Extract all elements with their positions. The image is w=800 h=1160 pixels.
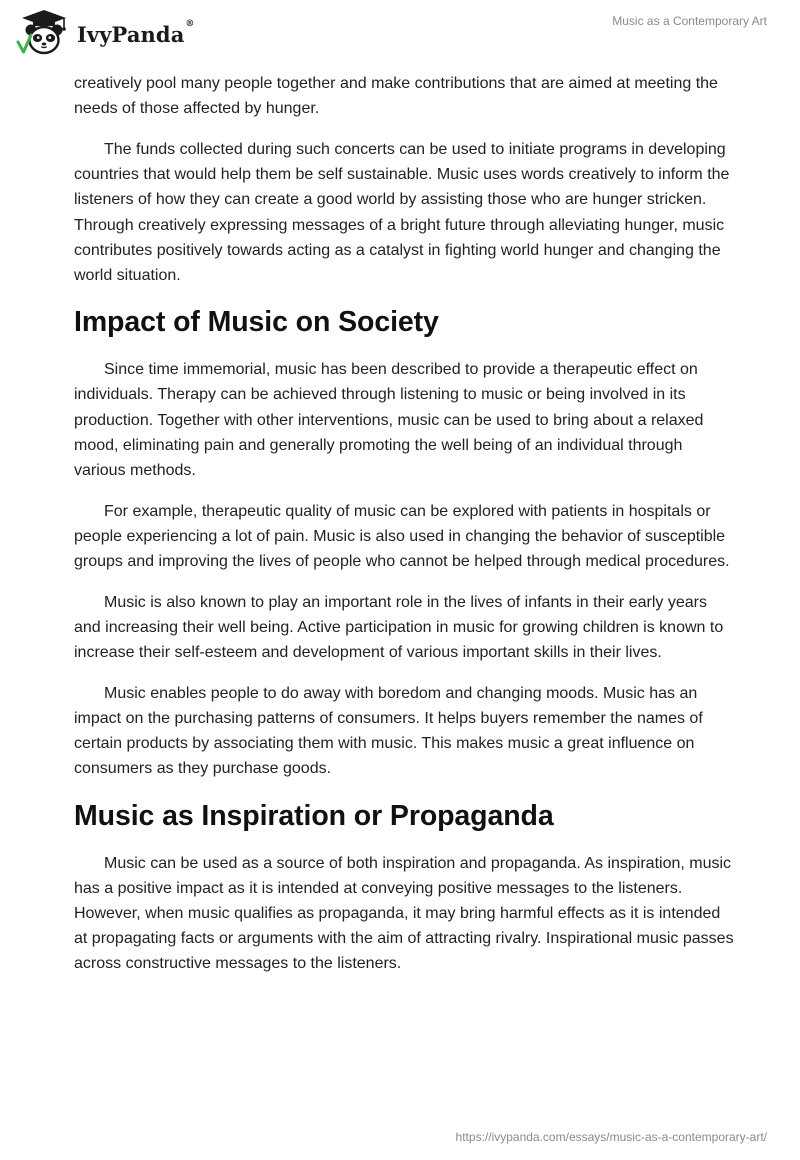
ivypanda-logo[interactable]: [15, 8, 195, 58]
heading-inspiration-propaganda: Music as Inspiration or Propaganda: [74, 799, 554, 832]
paragraph-therapy: Since time immemorial, music has been described to provide a therapeutic effect on individuals. Therapy can be achieved through listening to music or being involved in its production. Together with other interventions, music can be used to bring about a relaxed mood, eliminating pain and generally promoting the well being of an individual through various methods.: [74, 361, 704, 479]
paragraph-hospitals: For example, therapeutic quality of music can be explored with patients in hospitals or people experiencing a lot of pain. Music is also used in changing the behavior of susceptible groups and improving the lives of people who cannot be helped through medical procedures.: [74, 502, 730, 571]
source-url[interactable]: https://ivypanda.com/essays/music-as-a-contemporary-art/: [455, 1130, 767, 1144]
brand-name: IvyPanda®: [77, 18, 195, 47]
paragraph-consumers: Music enables people to do away with boredom and changing moods. Music has an impact on the purchasing patterns of consumers. It helps buyers remember the names of certain products by associating them with music. This makes music a great influence on consumers as they purchase goods.: [74, 684, 703, 778]
panda-graduate-logo-icon: [15, 8, 73, 58]
paragraph-continued: creatively pool many people together and make contributions that are aimed at meeting the needs of those affected by hunger.: [74, 75, 718, 118]
heading-impact-of-music: Impact of Music on Society: [74, 306, 439, 339]
registered-mark: ®: [185, 18, 195, 29]
essay-content: [74, 71, 734, 992]
paragraph-inspiration: Music can be used as a source of both inspiration and propaganda. As inspiration, music has a positive impact as it is intended at conveying positive messages to the listeners. However, when music qualifies as propaganda, it may bring harmful effects as it is intended at propagating facts or arguments with the aim of attracting rivalry. Inspirational music passes across constructive messages to the listeners.: [74, 854, 734, 973]
page-header: [0, 0, 800, 70]
paragraph-infants: Music is also known to play an important role in the lives of infants in their early years and increasing their well being. Active participation in music for growing children is known to increase their self-esteem and development of various important skills in their lives.: [74, 593, 724, 662]
paragraph-funds: The funds collected during such concerts can be used to initiate programs in developing countries that would help them be self sustainable. Music uses words creatively to inform the listeners of how they can create a good world by assisting those who are hunger stricken. Through creatively expressing messages of a bright future through alleviating hunger, music contributes positively towards acting as a catalyst in fighting world hunger and changing the world situation.: [74, 140, 730, 284]
document-title: Music as a Contemporary Art: [612, 14, 767, 28]
